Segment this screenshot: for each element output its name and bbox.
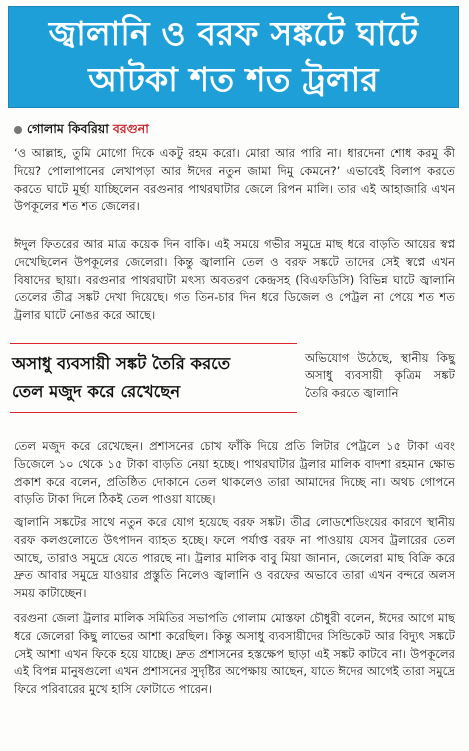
- paragraph-1: ‘ও আল্লাহ, তুমি মোগো দিকে একটু রহম করো। মোরা আর পারি না। ধারদেনা শোধ করমু কী দিয়ে? পোলাপানের লেখাপড়া আর ঈদের নতুন জামা দিমু কেমনে?’ এভাবেই বিলাপ করতে করতে ঘাটে মূর্ছা যাচ্ছিলেন বরগুনার পাথরঘাটার জেলে রিপন মালি। তার এই আহাজারি এখন উপকূলের শত শত জেলের।: [14, 146, 455, 214]
- side-column-text: অভিযোগ উঠেছে, স্থানীয় কিছু অসাধু ব্যবসায়ী কৃত্রিম সঙ্কট তৈরি করতে জ্বালানি: [305, 351, 455, 400]
- paragraph-3: তেল মজুদ করে রেখেছেন। প্রশাসনের চোখ ফাঁকি দিয়ে প্রতি লিটার পেট্রলে ১৫ টাকা এবং ডিজেলে ১০ থেকে ১৫ টাকা বাড়তি নেয়া হচ্ছে। পাথরঘাটার ট্রলার মালিক বাদশা রহমান ক্ষোভ প্রকাশ করে বলেন, প্রতিষ্ঠিত দোকানে তেল থাকলেও তারা আমাদের দিচ্ছে না। অথচ গোপনে বাড়তি টাকা দিলে ঠিকই তেল পাওয়া যাচ্ছে।: [14, 439, 455, 507]
- byline: [14, 121, 149, 141]
- paragraph-2: ঈদুল ফিতরের আর মাত্র কয়েক দিন বাকি। এই সময়ে গভীর সমুদ্রে মাছ ধরে বাড়তি আয়ের স্বপ্ন দেখেছিলেন উপকূলের জেলেরা। কিন্তু জ্বালানি তেল ও বরফ সঙ্কটে তাদের সেই স্বপ্নে এখন বিষাদের ছায়া। বরগুনার পাথরঘাটা মৎস্য অবতরণ কেন্দ্রসহ (বিএফডিসি) বিভিন্ন ঘাটে জ্বালানি তেলের তীব্র সঙ্কট দেখা দিয়েছে। গত তিন-চার দিন ধরে ডিজেল ও পেট্রল না পেয়ে শত শত ট্রলার ঘাটে নোঙর করে আছে।: [14, 237, 455, 323]
- pull-quote-line-1: অসাধু ব্যবসায়ী সঙ্কট তৈরি করতে: [12, 354, 231, 373]
- pullquote-rule-bottom: [10, 412, 297, 413]
- pull-quote: [12, 350, 298, 406]
- pullquote-rule-top: [10, 343, 297, 344]
- bullet-icon: [14, 126, 22, 134]
- paragraph-4: জ্বালানি সঙ্কটের সাথে নতুন করে যোগ হয়েছে বরফ সঙ্কট। তীব্র লোডশেডিংয়ের কারণে স্থানীয় বরফ কলগুলোতে উৎপাদন ব্যাহত হচ্ছে। ফলে পর্যাপ্ত বরফ না পাওয়ায় যেসব ট্রলারের তেল আছে, তারাও সমুদ্রে যেতে পারছে না। ট্রলার মালিক বাবু মিয়া জানান, জেলেরা মাছ বিক্রি করে দ্রুত আবার সমুদ্রে যাওয়ার প্রস্তুতি নিলেও জ্বালানি ও বরফের অভাবে তারা এখন বন্দরে অলস সময় কাটাচ্ছেন।: [14, 515, 455, 601]
- headline-line-2: আটকা শত শত ট্রলার: [88, 60, 379, 99]
- pull-quote-line-2: তেল মজুদ করে রেখেছেন: [12, 382, 181, 401]
- headline-line-1: জ্বালানি ও বরফ সঙ্কটে ঘাটে: [48, 14, 419, 53]
- paragraph-5: বরগুনা জেলা ট্রলার মালিক সমিতির সভাপতি গোলাম মোস্তফা চৌধুরী বলেন, ঈদের আগে মাছ ধরে জেলেরা কিছু লাভের আশা করেছিল। কিন্তু অসাধু ব্যবসায়ীদের সিন্ডিকেট আর বিদ্যুৎ সঙ্কটে সেই আশা এখন ফিকে হয়ে যাচ্ছে। দ্রুত প্রশাসনের হস্তক্ষেপ ছাড়া এই সঙ্কট কাটবে না। উপকূলের এই বিপন্ন মানুষগুলো এখন প্রশাসনের সুদৃষ্টির অপেক্ষায় আছেন, যাতে ঈদের আগেই তারা সমুদ্রে ফিরে পরিবারের মুখে হাসি ফোটাতে পারেন।: [14, 611, 455, 697]
- reporter-name: গোলাম কিবরিয়া: [27, 121, 109, 136]
- dateline-location: বরগুনা: [112, 121, 149, 136]
- headline-banner: [8, 6, 459, 108]
